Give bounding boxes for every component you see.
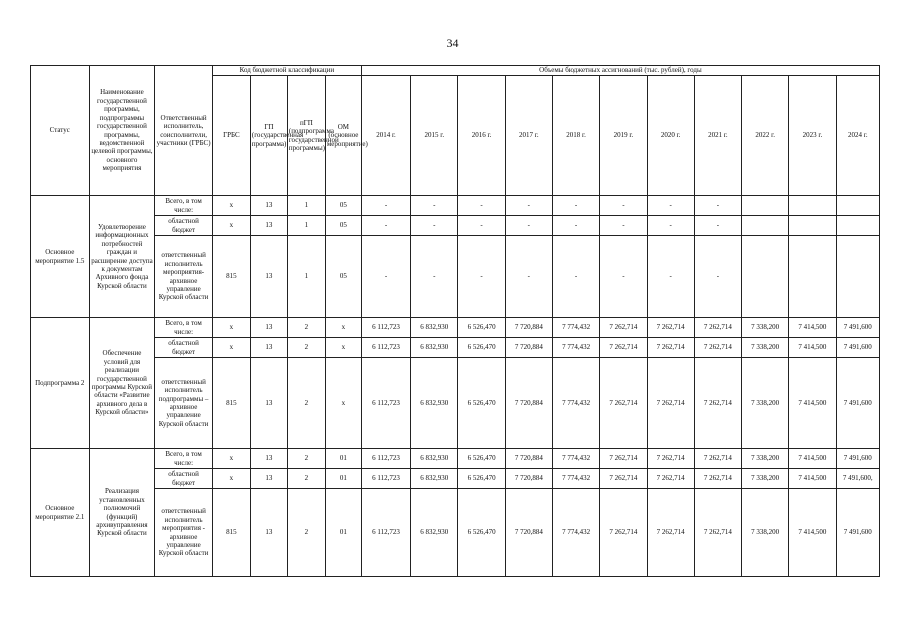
value-cell: 7 414,500 (789, 338, 836, 358)
value-cell: 7 720,884 (505, 358, 552, 449)
table-row (31, 469, 880, 489)
value-cell: 7 774,432 (552, 358, 599, 449)
value-cell: 7 414,500 (789, 318, 836, 338)
value-cell: 7 262,714 (647, 449, 694, 469)
table-row (31, 489, 880, 577)
value-cell: 7 491,600 (836, 358, 879, 449)
value-cell: 7 491,600 (836, 489, 879, 577)
om-cell: 01 (325, 449, 361, 469)
grbs-cell: 815 (212, 236, 250, 318)
value-cell: 7 338,200 (742, 318, 789, 338)
value-cell: - (647, 196, 694, 216)
value-cell: 7 774,432 (552, 318, 599, 338)
table-row (31, 449, 880, 469)
value-cell (789, 216, 836, 236)
value-cell: 6 832,930 (411, 318, 458, 338)
value-cell: 7 262,714 (694, 338, 741, 358)
om-cell: 05 (325, 236, 361, 318)
value-cell: 7 262,714 (600, 318, 647, 338)
value-cell: - (600, 216, 647, 236)
executor-cell: областной бюджет (155, 338, 213, 358)
section-status: Подпрограмма 2 (31, 318, 90, 449)
value-cell: 6 112,723 (361, 318, 410, 338)
header-om: ОМ (основное мероприятие) (325, 76, 361, 196)
value-cell: 7 262,714 (647, 338, 694, 358)
header-year: 2021 г. (694, 76, 741, 196)
om-cell: 01 (325, 469, 361, 489)
table-body (31, 196, 880, 577)
executor-cell: ответственный исполнитель подпрограммы – архивное управление Курской области (155, 358, 213, 449)
om-cell: 05 (325, 196, 361, 216)
pgp-cell: 1 (287, 236, 325, 318)
value-cell: - (458, 216, 505, 236)
value-cell: 7 338,200 (742, 338, 789, 358)
pgp-cell: 2 (287, 318, 325, 338)
value-cell: 6 526,470 (458, 358, 505, 449)
gp-cell: 13 (250, 449, 287, 469)
value-cell: 7 491,600 (836, 449, 879, 469)
value-cell: 6 832,930 (411, 449, 458, 469)
value-cell: 7 262,714 (694, 318, 741, 338)
value-cell: 6 526,470 (458, 489, 505, 577)
header-volumes-group: Объемы бюджетных ассигнований (тыс. рублей), годы (361, 66, 879, 76)
grbs-cell: x (212, 196, 250, 216)
gp-cell: 13 (250, 489, 287, 577)
value-cell (836, 216, 879, 236)
grbs-cell: x (212, 338, 250, 358)
header-year: 2020 г. (647, 76, 694, 196)
value-cell: 7 720,884 (505, 318, 552, 338)
value-cell: - (361, 216, 410, 236)
header-year: 2023 г. (789, 76, 836, 196)
value-cell: 7 338,200 (742, 358, 789, 449)
value-cell: - (647, 236, 694, 318)
value-cell: 7 262,714 (600, 338, 647, 358)
header-budget-code-group: Код бюджетной классификации (212, 66, 361, 76)
value-cell: 7 262,714 (694, 489, 741, 577)
value-cell: 7 491,600 (836, 318, 879, 338)
budget-allocation-table (30, 65, 880, 577)
value-cell (742, 216, 789, 236)
gp-cell: 13 (250, 216, 287, 236)
page-number: 34 (446, 36, 459, 50)
value-cell: 7 262,714 (600, 469, 647, 489)
value-cell: 6 112,723 (361, 449, 410, 469)
value-cell: 6 112,723 (361, 489, 410, 577)
header-year: 2018 г. (552, 76, 599, 196)
header-gp: ГП (государственная программа) (250, 76, 287, 196)
value-cell: 6 526,470 (458, 318, 505, 338)
value-cell (789, 236, 836, 318)
header-status: Статус (31, 66, 90, 196)
value-cell: - (600, 236, 647, 318)
grbs-cell: x (212, 469, 250, 489)
value-cell: - (694, 196, 741, 216)
value-cell: 7 262,714 (694, 469, 741, 489)
value-cell: 7 774,432 (552, 469, 599, 489)
pgp-cell: 2 (287, 449, 325, 469)
value-cell: 7 262,714 (694, 449, 741, 469)
value-cell: 6 112,723 (361, 338, 410, 358)
header-executor: Ответственный исполнитель, соисполнители, участники (ГРБС) (155, 66, 213, 196)
value-cell: 7 338,200 (742, 449, 789, 469)
value-cell: 7 262,714 (647, 489, 694, 577)
value-cell: - (505, 236, 552, 318)
value-cell: - (694, 216, 741, 236)
grbs-cell: x (212, 216, 250, 236)
value-cell: 7 262,714 (647, 469, 694, 489)
executor-cell: областной бюджет (155, 469, 213, 489)
section-name: Обеспечение условий для реализации государственной программы Курской области «Развитие архивного дела в Курской области» (89, 318, 155, 449)
grbs-cell: 815 (212, 358, 250, 449)
executor-cell: ответственный исполнитель мероприятия- архивное управление Курской области (155, 236, 213, 318)
value-cell: - (411, 216, 458, 236)
pgp-cell: 2 (287, 489, 325, 577)
table-row (31, 236, 880, 318)
pgp-cell: 2 (287, 358, 325, 449)
header-year: 2024 г. (836, 76, 879, 196)
value-cell: - (647, 216, 694, 236)
value-cell: - (552, 236, 599, 318)
value-cell: 7 262,714 (600, 489, 647, 577)
value-cell: 6 526,470 (458, 449, 505, 469)
value-cell: 7 262,714 (600, 358, 647, 449)
grbs-cell: x (212, 318, 250, 338)
value-cell: 7 414,500 (789, 469, 836, 489)
section-name: Удовлетворение информационных потребностей граждан и расширение доступа к документам Архивного фонда Курской области (89, 196, 155, 318)
gp-cell: 13 (250, 358, 287, 449)
value-cell: - (552, 216, 599, 236)
om-cell: x (325, 318, 361, 338)
value-cell: 6 112,723 (361, 469, 410, 489)
table-row (31, 196, 880, 216)
om-cell: x (325, 338, 361, 358)
pgp-cell: 2 (287, 338, 325, 358)
value-cell: 7 338,200 (742, 489, 789, 577)
value-cell: 6 832,930 (411, 489, 458, 577)
pgp-cell: 2 (287, 469, 325, 489)
value-cell: 7 338,200 (742, 469, 789, 489)
value-cell: 7 414,500 (789, 489, 836, 577)
gp-cell: 13 (250, 469, 287, 489)
value-cell: 7 491,600 (836, 338, 879, 358)
value-cell: 7 774,432 (552, 449, 599, 469)
value-cell (742, 196, 789, 216)
header-year: 2022 г. (742, 76, 789, 196)
table-row (31, 338, 880, 358)
value-cell: - (505, 196, 552, 216)
pgp-cell: 1 (287, 196, 325, 216)
value-cell: 7 262,714 (694, 358, 741, 449)
om-cell: 05 (325, 216, 361, 236)
value-cell: 7 414,500 (789, 358, 836, 449)
pgp-cell: 1 (287, 216, 325, 236)
header-year: 2017 г. (505, 76, 552, 196)
value-cell: 7 414,500 (789, 449, 836, 469)
value-cell (836, 196, 879, 216)
value-cell: 7 774,432 (552, 338, 599, 358)
om-cell: x (325, 358, 361, 449)
gp-cell: 13 (250, 318, 287, 338)
value-cell: - (361, 196, 410, 216)
value-cell: 6 112,723 (361, 358, 410, 449)
value-cell: - (600, 196, 647, 216)
value-cell: 6 526,470 (458, 338, 505, 358)
section-status: Основное мероприятие 2.1 (31, 449, 90, 577)
executor-cell: Всего, в том числе: (155, 196, 213, 216)
value-cell: 6 832,930 (411, 358, 458, 449)
value-cell: - (411, 196, 458, 216)
om-cell: 01 (325, 489, 361, 577)
header-year: 2015 г. (411, 76, 458, 196)
table-row (31, 318, 880, 338)
section-name: Реализация установленных полномочий (функций) архивуправления Курской области (89, 449, 155, 577)
value-cell: - (694, 236, 741, 318)
header-pgp: пГП (подпрограмма государственной программы) (287, 76, 325, 196)
value-cell: 6 832,930 (411, 338, 458, 358)
value-cell (742, 236, 789, 318)
value-cell: - (505, 216, 552, 236)
gp-cell: 13 (250, 196, 287, 216)
grbs-cell: x (212, 449, 250, 469)
value-cell: - (361, 236, 410, 318)
value-cell: 7 262,714 (647, 318, 694, 338)
header-year: 2014 г. (361, 76, 410, 196)
value-cell: 6 832,930 (411, 469, 458, 489)
executor-cell: Всего, в том числе: (155, 318, 213, 338)
value-cell: 6 526,470 (458, 469, 505, 489)
value-cell: 7 720,884 (505, 489, 552, 577)
value-cell: 7 774,432 (552, 489, 599, 577)
header-grbs: ГРБС (212, 76, 250, 196)
value-cell: 7 262,714 (647, 358, 694, 449)
table-row (31, 216, 880, 236)
header-year: 2016 г. (458, 76, 505, 196)
value-cell: - (458, 236, 505, 318)
value-cell: - (411, 236, 458, 318)
header-program-name: Наименование государственной программы, подпрограммы государственной программы, ведомственной целевой программы, основного мероприятия (89, 66, 155, 196)
header-year: 2019 г. (600, 76, 647, 196)
table-row (31, 358, 880, 449)
executor-cell: ответственный исполнитель мероприятия - архивное управление Курской области (155, 489, 213, 577)
value-cell: 7 720,884 (505, 469, 552, 489)
executor-cell: Всего, в том числе: (155, 449, 213, 469)
value-cell: 7 720,884 (505, 449, 552, 469)
value-cell: 7 491,600, (836, 469, 879, 489)
executor-cell: областной бюджет (155, 216, 213, 236)
gp-cell: 13 (250, 338, 287, 358)
value-cell (836, 236, 879, 318)
value-cell: 7 262,714 (600, 449, 647, 469)
value-cell: - (458, 196, 505, 216)
value-cell: 7 720,884 (505, 338, 552, 358)
grbs-cell: 815 (212, 489, 250, 577)
section-status: Основное мероприятие 1.5 (31, 196, 90, 318)
gp-cell: 13 (250, 236, 287, 318)
value-cell (789, 196, 836, 216)
value-cell: - (552, 196, 599, 216)
